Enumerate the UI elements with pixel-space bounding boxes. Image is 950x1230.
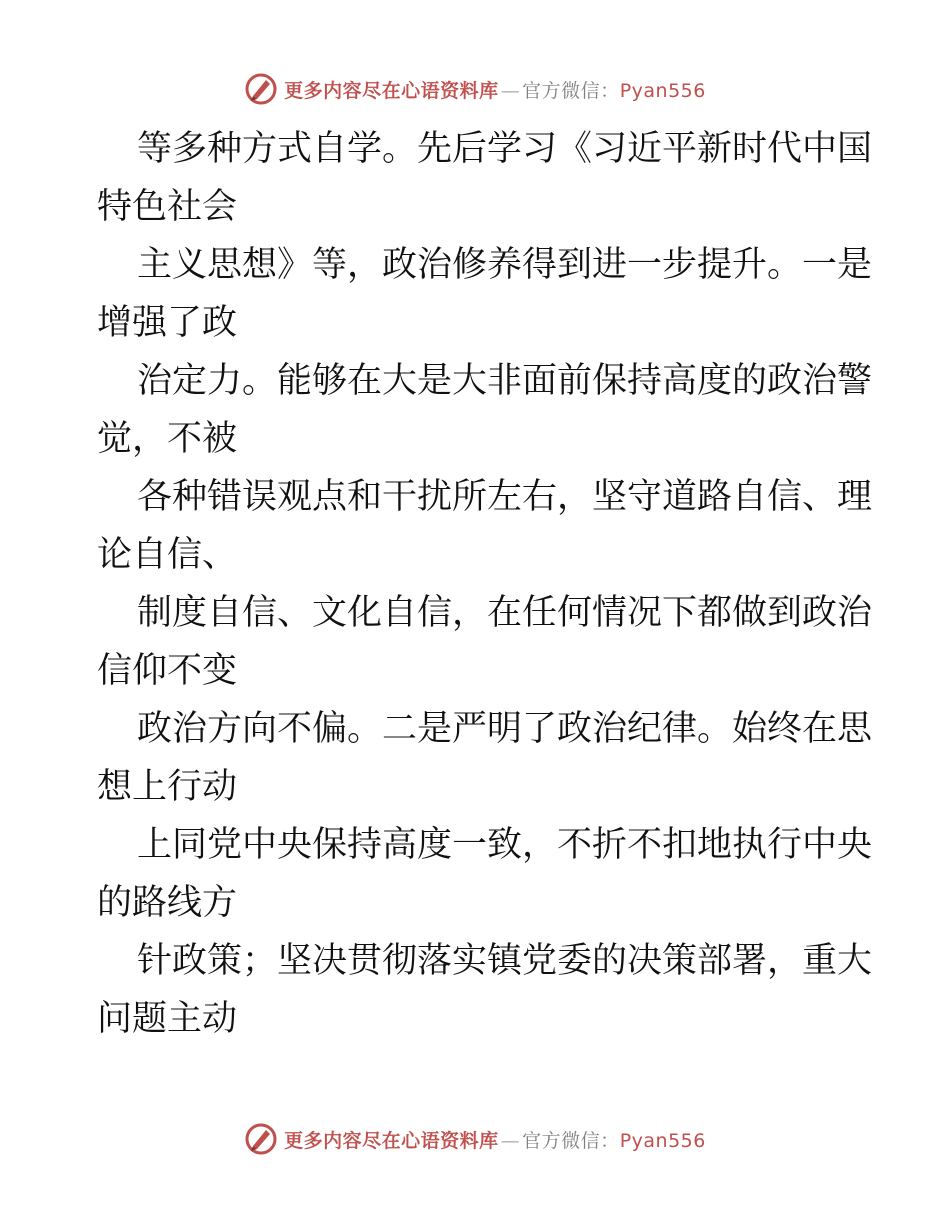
text-line: 问题主动 [97,999,238,1039]
watermark-label: 官方微信： [522,79,620,102]
watermark-text [284,76,706,103]
text-line: 政治方向不偏。二是严明了政治纪律。始终在思 [137,709,873,749]
header-watermark [0,72,950,106]
text-line: 各种错误观点和干扰所左右，坚守道路自信、理 [137,477,873,517]
text-line: 制度自信、文化自信，在任何情况下都做到政治 [137,593,873,633]
text-line: 针政策；坚决贯彻落实镇党委的决策部署，重大 [137,941,873,981]
watermark-brand: 更多内容尽在心语资料库 [284,1129,499,1152]
watermark-dash: — [500,79,521,102]
text-line: 增强了政 [97,303,238,343]
text-line: 特色社会 [97,187,238,227]
footer-watermark [0,1122,950,1156]
watermark-text [284,1126,706,1153]
text-line: 的路线方 [97,883,238,923]
text-line: 主义思想》等，政治修养得到进一步提升。一是 [137,245,873,285]
pen-logo-icon [244,1122,278,1156]
document-body [97,120,873,1048]
watermark-brand: 更多内容尽在心语资料库 [284,79,499,102]
watermark-id: Pyan556 [619,79,706,102]
pen-logo-icon [244,72,278,106]
text-line: 论自信、 [97,535,238,575]
text-line: 觉，不被 [97,419,238,459]
text-line: 治定力。能够在大是大非面前保持高度的政治警 [137,361,873,401]
watermark-id: Pyan556 [619,1129,706,1152]
text-line: 上同党中央保持高度一致，不折不扣地执行中央 [137,825,873,865]
text-line: 想上行动 [97,767,238,807]
text-line: 等多种方式自学。先后学习《习近平新时代中国 [137,129,873,169]
watermark-label: 官方微信： [522,1129,620,1152]
watermark-dash: — [500,1129,521,1152]
text-line: 信仰不变 [97,651,238,691]
